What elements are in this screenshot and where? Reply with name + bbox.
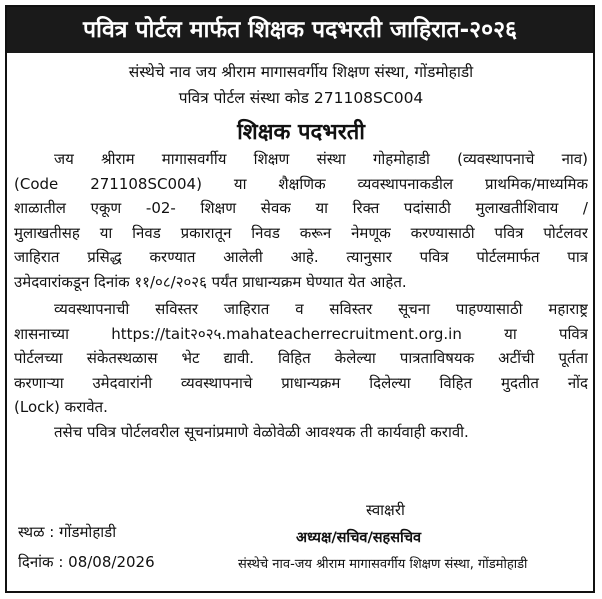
paragraph-line: पोर्टलच्या संकेतस्थळास भेट द्यावी. विहित केलेल्या पात्रताविषयक अटींची पूर्तता xyxy=(14,349,588,368)
paragraph-3 xyxy=(14,420,588,445)
paragraph-line: (Lock) करावेत. xyxy=(14,398,108,417)
place-line: स्थळ : गोंडमोहाडी xyxy=(18,523,117,541)
paragraph-line: जय श्रीराम मागासवर्गीय शिक्षण संस्था गोहमोहाडी (व्यवस्थापनाचे नाव) xyxy=(54,150,588,168)
banner-title: पवित्र पोर्टल मार्फत शिक्षक पदभरती जाहिरात-२०२६ xyxy=(7,7,593,53)
paragraph-line: करणाऱ्या उमेदवारांनी व्यवस्थापनाचे प्राधान्यक्रम दिलेल्या विहित मुदतीत नोंद xyxy=(14,373,588,392)
paragraph-line: उमेदवारांकडून दिनांक ११/०८/२०२६ पर्यंत प्राधान्यक्रम घेण्यात येत आहेत. xyxy=(14,272,407,291)
paragraph-1 xyxy=(14,147,588,295)
paragraph-2 xyxy=(14,297,588,420)
paragraph-line: मुलाखतीसह या निवड प्रकारातून निवड करून नेमणूक करण्यासाठी पवित्र पोर्टलवर xyxy=(14,223,588,242)
paragraph-line: जाहिरात प्रसिद्ध करण्यात आलेली आहे. त्यानुसार पवित्र पोर्टलमार्फत पात्र xyxy=(14,248,588,267)
paragraph-line: शाळातील एकूण -02- शिक्षण सेवक या रिक्त पदांसाठी मुलाखतीशिवाय / xyxy=(14,199,588,218)
signatory-designation: अध्यक्ष/सचिव/सहसचिव xyxy=(296,530,422,546)
institution-name-line: संस्थेचे नाव जय श्रीराम मागासवर्गीय शिक्षण संस्था, गोंडमोहाडी xyxy=(128,63,474,81)
paragraph-line: (Code 271108SC004) या शैक्षणिक व्यवस्थापनाकडील प्राथमिक/माध्यमिक xyxy=(14,174,588,193)
paragraph-line: व्यवस्थापनाची सविस्तर जाहिरात व सविस्तर सूचना पाहण्यासाठी महाराष्ट्र xyxy=(54,300,588,318)
paragraph-line: तसेच पवित्र पोर्टलवरील सूचनांप्रमाणे वेळोवेळी आवश्यक ती कार्यवाही करावी. xyxy=(54,423,469,441)
signature-label: स्वाक्षरी xyxy=(366,501,405,519)
institution-footer: संस्थेचे नाव-जय श्रीराम मागासवर्गीय शिक्षण संस्था, गोंडमोहाडी xyxy=(238,557,528,572)
website-url-line: शासनाच्या https://tait२०२५.mahateacherrecruitment.org.in या पवित्र xyxy=(14,324,588,343)
date-line: दिनांक : 08/08/2026 xyxy=(18,553,155,571)
portal-code-line: पवित्र पोर्टल संस्था कोड 271108SC004 xyxy=(178,89,424,107)
section-heading: शिक्षक पदभरती xyxy=(237,120,365,145)
